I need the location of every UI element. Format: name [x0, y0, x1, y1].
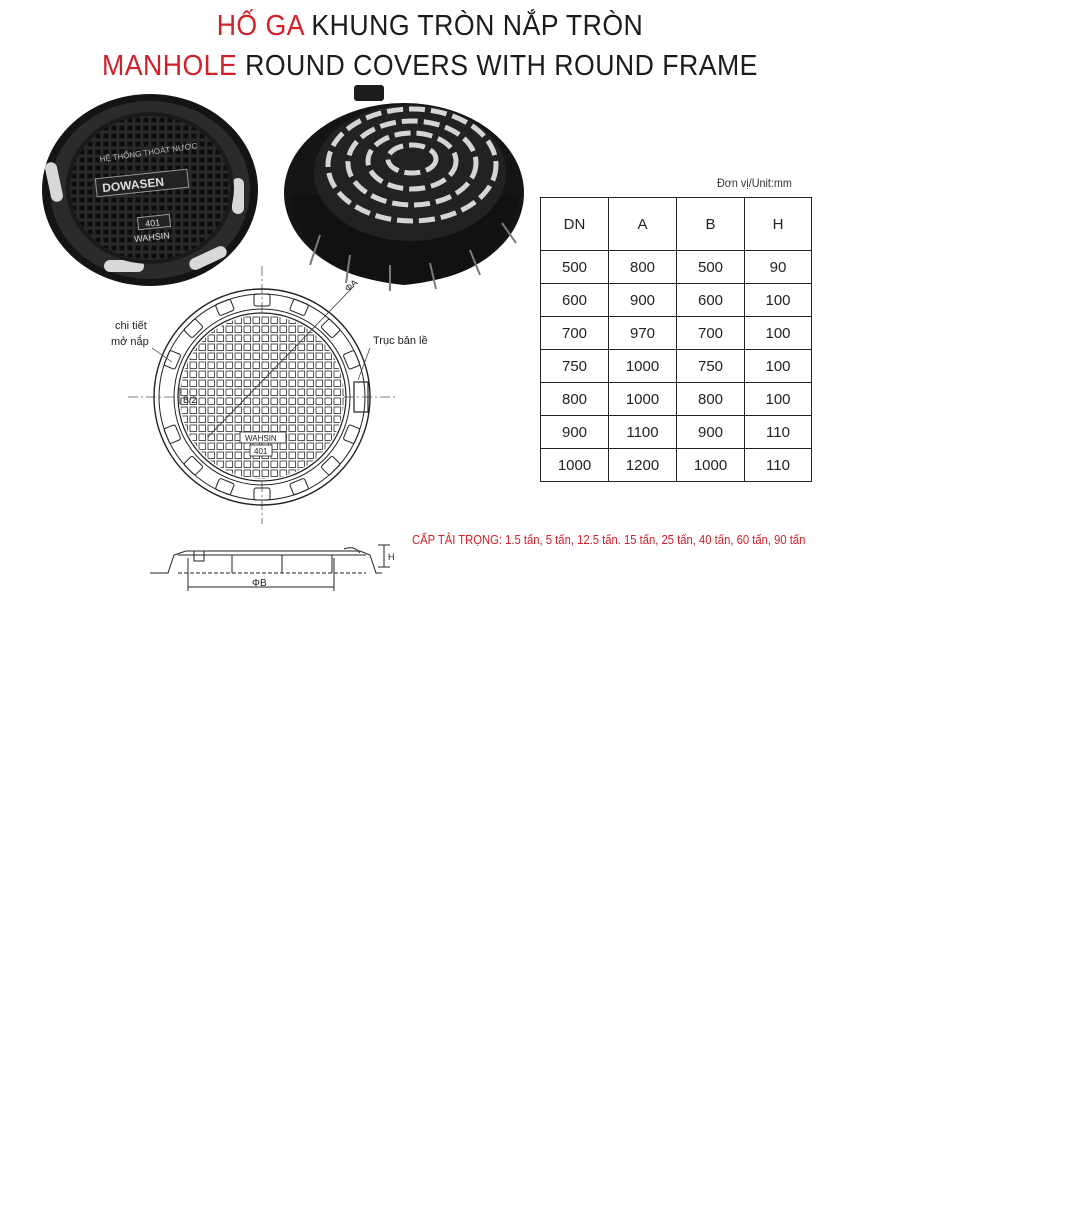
table-header-row — [541, 198, 812, 251]
table-cell: 1100 — [609, 416, 677, 449]
label-diameter: ΦA — [342, 277, 360, 294]
table-cell: 100 — [745, 284, 812, 317]
unit-label: Đơn vị/Unit:mm — [717, 176, 792, 190]
title-rest-part: ROUND COVERS WITH ROUND FRAME — [245, 50, 758, 82]
table-cell: 970 — [609, 317, 677, 350]
table-cell: 900 — [609, 284, 677, 317]
table-cell: 1000 — [609, 350, 677, 383]
load-class-text: CẤP TẢI TRỌNG: 1.5 tấn, 5 tấn, 12.5 tấn. 15 tấn, 25 tấn, 40 tấn, 60 tấn, 90 tấn — [412, 533, 806, 547]
table-cell: 1000 — [609, 383, 677, 416]
table-header-cell: B — [677, 198, 745, 251]
annotation-detail-line2: mở nắp — [111, 336, 149, 348]
table-cell: 1000 — [541, 449, 609, 482]
spec-table — [540, 197, 812, 482]
section-label-h: H — [388, 552, 395, 562]
table-cell: 900 — [541, 416, 609, 449]
table-row — [541, 416, 812, 449]
table-row — [541, 350, 812, 383]
table-cell: 800 — [541, 383, 609, 416]
label-maker: WAHSIN — [245, 434, 277, 443]
section-view-drawing — [148, 533, 398, 593]
section-label-b: ΦB — [252, 578, 267, 589]
table-cell: 110 — [745, 449, 812, 482]
table-cell: 900 — [677, 416, 745, 449]
table-header-cell: A — [609, 198, 677, 251]
table-cell: 800 — [677, 383, 745, 416]
title-red-part: HỐ GA — [216, 10, 304, 42]
table-cell: 1200 — [609, 449, 677, 482]
annotation-detail-line1: chi tiết — [115, 320, 147, 332]
table-cell: 100 — [745, 317, 812, 350]
table-cell: 110 — [745, 416, 812, 449]
table-cell: 600 — [541, 284, 609, 317]
table-cell: 750 — [541, 350, 609, 383]
table-row — [541, 284, 812, 317]
title-red-part: MANHOLE — [102, 50, 238, 82]
table-row — [541, 251, 812, 284]
table-cell: 750 — [677, 350, 745, 383]
table-row — [541, 449, 812, 482]
title-line-2 — [34, 50, 825, 83]
photo-maker: WAHSIN — [133, 230, 171, 245]
photo-code: 401 — [144, 217, 161, 229]
title-rest-part: KHUNG TRÒN NẮP TRÒN — [311, 10, 644, 42]
label-b2: B/2 — [183, 395, 197, 405]
table-cell: 90 — [745, 251, 812, 284]
plan-view-drawing — [108, 262, 408, 527]
title-line-1 — [34, 10, 825, 43]
table-cell: 500 — [677, 251, 745, 284]
label-code: 401 — [254, 447, 268, 456]
table-header-cell: DN — [541, 198, 609, 251]
table-row — [541, 317, 812, 350]
table-cell: 600 — [677, 284, 745, 317]
table-cell: 100 — [745, 350, 812, 383]
table-cell: 1000 — [677, 449, 745, 482]
table-cell: 700 — [541, 317, 609, 350]
table-cell: 500 — [541, 251, 609, 284]
table-cell: 700 — [677, 317, 745, 350]
table-cell: 100 — [745, 383, 812, 416]
annotation-hinge: Trục bản lề — [373, 335, 428, 347]
photo-brand: DOWASEN — [101, 174, 165, 196]
table-header-cell: H — [745, 198, 812, 251]
photo-text-top: HỆ THỐNG THOÁT NƯỚC — [99, 141, 198, 164]
table-cell: 800 — [609, 251, 677, 284]
table-row — [541, 383, 812, 416]
